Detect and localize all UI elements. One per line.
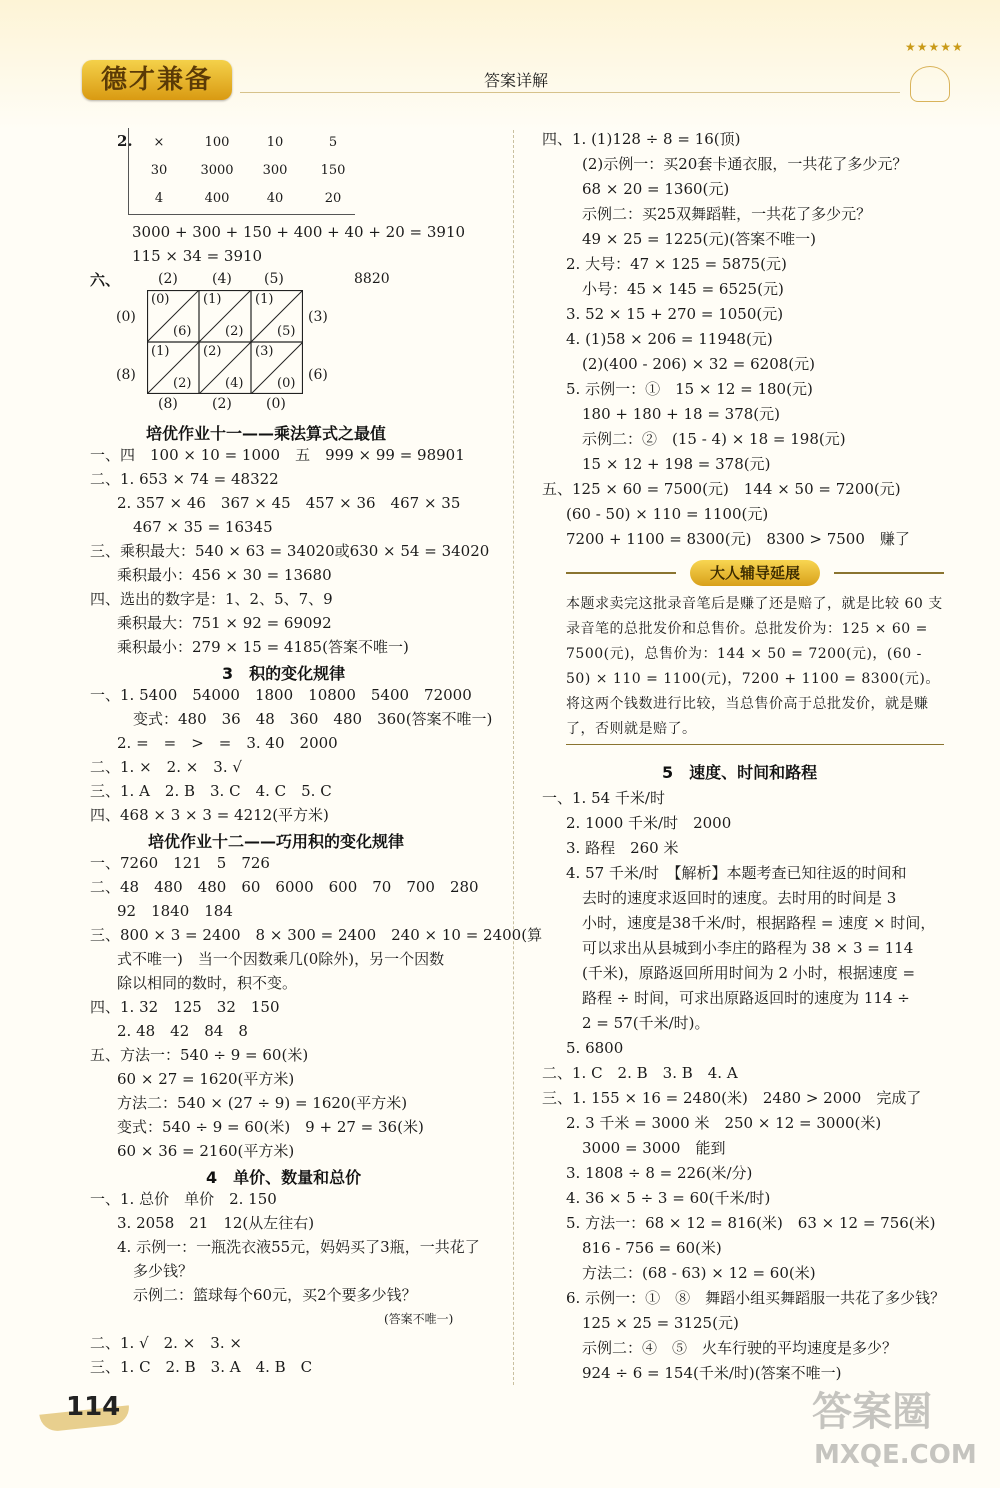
- text-line: 3. 1808 ÷ 8 = 226(米/分): [566, 1164, 753, 1182]
- text-line: 2. 357 × 46 367 × 45 457 × 36 467 × 35: [117, 494, 461, 512]
- grid-cell: 100: [204, 134, 230, 150]
- text-line: (2)示例一：买20套卡通衣服，一共花了多少元？: [582, 155, 908, 173]
- text-line: 示例二：④ ⑤ 火车行驶的平均速度是多少？: [582, 1339, 898, 1357]
- grid-cell: 20: [324, 190, 342, 206]
- lattice-digit: (4): [225, 376, 244, 391]
- lattice-right-label: (6): [308, 367, 328, 383]
- text-line: 变式：480 36 48 360 480 360(答案不唯一): [133, 710, 493, 728]
- text-line: 一、四 100 × 10 = 1000 五 999 × 99 = 98901: [90, 446, 465, 464]
- text-line: 乘积最小：456 × 30 = 13680: [117, 566, 332, 584]
- text-line: 92 1840 184: [117, 902, 233, 920]
- text-line: 2. 3 千米 = 3000 米 250 × 12 = 3000(米): [566, 1114, 882, 1132]
- text-line: 小时，速度是38千米/时，根据路程 = 速度 × 时间，: [582, 914, 936, 932]
- text-line: 15 × 12 + 198 = 378(元): [582, 455, 771, 473]
- table-row: [130, 128, 362, 156]
- lattice-label: 六、: [90, 271, 121, 289]
- text-line: 方法二：(68 - 63) × 12 = 60(米): [582, 1264, 816, 1282]
- text-line: 四、468 × 3 × 3 = 4212(平方米): [90, 806, 329, 824]
- lattice-right-label: (3): [308, 309, 328, 325]
- lattice-bottom-label: (2): [212, 396, 232, 412]
- grid-cell: 300: [262, 162, 288, 178]
- text-line: 三、乘积最大：540 × 63 = 34020或630 × 54 = 34020: [90, 542, 490, 560]
- text-line: 多少钱？: [133, 1262, 194, 1280]
- banner-title: 大人辅导延展: [690, 560, 820, 586]
- text-line: 4. 示例一：一瓶洗衣液55元，妈妈买了3瓶，一共花了: [117, 1238, 480, 1256]
- text-line: 一、1. 5400 54000 1800 10800 5400 72000: [90, 686, 472, 704]
- lattice-result: 8820: [354, 271, 390, 287]
- lattice-digit: (2): [225, 324, 244, 339]
- text-line: 3000 + 300 + 150 + 400 + 40 + 20 = 3910: [132, 223, 466, 241]
- section-heading: 培优作业十一——乘法算式之最值: [146, 424, 387, 443]
- section-heading: 5 速度、时间和路程: [662, 763, 818, 782]
- text-line: 四、选出的数字是：1、2、5、7、9: [90, 590, 333, 608]
- header-title: 答案详解: [484, 71, 549, 90]
- text-line: 60 × 27 = 1620(平方米): [117, 1070, 295, 1088]
- tutor-note: 本题求卖完这批录音笔后是赚了还是赔了，就是比较 60 支录音笔的总批发价和总售价。总批发价为：125 × 60 = 7500(元)，总售价为：144 × 50 = 7200(元)，(60 - 50) × 110 = 1100(元)，7200 + 1100 = 8300(元)。将这两个钱数进行比较，当总售价高于总批发价，就是赚了，否则就是赔了。: [566, 596, 943, 737]
- text-line: 二、48 480 480 60 6000 600 70 700 280: [90, 878, 479, 896]
- lattice-bottom-label: (0): [266, 396, 286, 412]
- lattice-top-label: (4): [212, 271, 232, 287]
- table-row: [130, 184, 362, 212]
- lattice-top-label: (5): [264, 271, 284, 287]
- text-line: 467 × 35 = 16345: [133, 518, 273, 536]
- text-line: 3. 2058 21 12(从左往右): [117, 1214, 315, 1232]
- grid-cell: ×: [153, 134, 165, 150]
- text-line: 二、1. √ 2. × 3. ×: [90, 1334, 242, 1352]
- tutor-note-rule: [566, 744, 944, 745]
- lattice-digit: (0): [151, 292, 170, 307]
- text-line: 180 + 180 + 18 = 378(元): [582, 405, 780, 423]
- text-line: 3000 = 3000 能到: [582, 1139, 726, 1157]
- text-line: (2)(400 - 206) × 32 = 6208(元): [582, 355, 815, 373]
- crest-icon: [910, 66, 950, 102]
- text-line: 4. 36 × 5 ÷ 3 = 60(千米/时): [566, 1189, 771, 1207]
- grid-label: 2.: [117, 132, 133, 150]
- text-line: 49 × 25 = 1225(元)(答案不唯一): [582, 230, 816, 248]
- lattice-digit: (0): [277, 376, 296, 391]
- banner-rule: [566, 572, 676, 574]
- text-line: 五、方法一：540 ÷ 9 = 60(米): [90, 1046, 309, 1064]
- text-line: 去时的速度求返回时的速度。去时用的时间是 3: [582, 889, 897, 907]
- text-line: 4. 57 千米/时 【解析】本题考查已知往返的时间和: [566, 864, 907, 882]
- text-line: 可以求出从县城到小李庄的路程为 38 × 3 = 114: [582, 939, 914, 957]
- text-line: (答案不唯一): [384, 1312, 454, 1326]
- text-line: 示例二：② (15 - 4) × 18 = 198(元): [582, 430, 846, 448]
- text-line: 示例二：篮球每个60元，买2个要多少钱？: [133, 1286, 417, 1304]
- text-line: 60 × 36 = 2160(平方米): [117, 1142, 295, 1160]
- table-row: [130, 156, 362, 184]
- text-line: 二、1. C 2. B 3. B 4. A: [542, 1064, 738, 1082]
- watermark-url: MXQE.COM: [814, 1440, 977, 1470]
- text-line: 小号：45 × 145 = 6525(元): [582, 280, 784, 298]
- text-line: 三、1. A 2. B 3. C 4. C 5. C: [90, 782, 332, 800]
- stars-icon: ★★★★★: [905, 40, 964, 54]
- text-line: 三、1. C 2. B 3. A 4. B C: [90, 1358, 313, 1376]
- text-line: 5. 6800: [566, 1039, 624, 1057]
- section-heading: 4 单价、数量和总价: [206, 1168, 362, 1187]
- lattice-left-label: (8): [116, 367, 136, 383]
- page-number: 114: [66, 1392, 121, 1422]
- text-line: 式不唯一) 当一个因数乘几(0除外)，另一个因数: [117, 950, 445, 968]
- text-line: 三、800 × 3 = 2400 8 × 300 = 2400 240 × 10 = 2400(算: [90, 926, 543, 944]
- text-line: 路程 ÷ 时间，可求出原路返回时的速度为 114 ÷: [582, 989, 910, 1007]
- lattice-digit: (3): [255, 344, 274, 359]
- text-line: 2. = = > = 3. 40 2000: [117, 734, 338, 752]
- grid-cell: 150: [320, 162, 346, 178]
- column-divider: [513, 130, 514, 1385]
- text-line: 二、1. × 2. × 3. √: [90, 758, 242, 776]
- text-line: 二、1. 653 × 74 = 48322: [90, 470, 279, 488]
- lattice-bottom-label: (8): [158, 396, 178, 412]
- text-line: (千米)，原路返回所用时间为 2 小时，根据速度 =: [582, 964, 916, 982]
- text-line: 变式：540 ÷ 9 = 60(米) 9 + 27 = 36(米): [117, 1118, 424, 1136]
- text-line: (60 - 50) × 110 = 1100(元): [566, 505, 769, 523]
- grid-cell: 3000: [200, 162, 234, 178]
- grid-cell: 4: [154, 190, 164, 206]
- text-line: 乘积最大：751 × 92 = 69092: [117, 614, 332, 632]
- text-line: 四、1. (1)128 ÷ 8 = 16(顶): [542, 130, 741, 148]
- text-line: 125 × 25 = 3125(元): [582, 1314, 739, 1332]
- lattice-digit: (1): [151, 344, 170, 359]
- text-line: 除以相同的数时，积不变。: [117, 974, 298, 992]
- lattice-digit: (2): [203, 344, 222, 359]
- text-line: 3. 路程 260 米: [566, 839, 679, 857]
- grid-cell: 40: [266, 190, 284, 206]
- text-line: 五、125 × 60 = 7500(元) 144 × 50 = 7200(元): [542, 480, 901, 498]
- text-line: 4. (1)58 × 206 = 11948(元): [566, 330, 773, 348]
- text-line: 3. 52 × 15 + 270 = 1050(元): [566, 305, 784, 323]
- grid-cell: 30: [150, 162, 168, 178]
- text-line: 816 - 756 = 60(米): [582, 1239, 722, 1257]
- text-line: 一、1. 54 千米/时: [542, 789, 665, 807]
- text-line: 68 × 20 = 1360(元): [582, 180, 730, 198]
- lattice-digit: (2): [173, 376, 192, 391]
- grid-cell: 5: [328, 134, 338, 150]
- text-line: 2 = 57(千米/时)。: [582, 1014, 710, 1032]
- text-line: 115 × 34 = 3910: [132, 247, 263, 265]
- text-line: 2. 48 42 84 8: [117, 1022, 248, 1040]
- text-line: 2. 大号：47 × 125 = 5875(元): [566, 255, 787, 273]
- lattice-digit: (6): [173, 324, 192, 339]
- text-line: 乘积最小：279 × 15 = 4185(答案不唯一): [117, 638, 409, 656]
- lattice-digit: (1): [255, 292, 274, 307]
- grid-cell: 10: [266, 134, 284, 150]
- text-line: 2. 1000 千米/时 2000: [566, 814, 732, 832]
- text-line: 924 ÷ 6 = 154(千米/时)(答案不唯一): [582, 1364, 842, 1382]
- text-line: 7200 + 1100 = 8300(元) 8300 > 7500 赚了: [566, 530, 910, 548]
- lattice-left-label: (0): [116, 309, 136, 325]
- lattice-top-label: (2): [158, 271, 178, 287]
- lattice-digit: (1): [203, 292, 222, 307]
- text-line: 6. 示例一：① ⑧ 舞蹈小组买舞蹈服一共花了多少钱？: [566, 1289, 946, 1307]
- text-line: 示例二：买25双舞蹈鞋，一共花了多少元？: [582, 205, 872, 223]
- header-rule: [240, 92, 900, 93]
- grid-cell: 400: [204, 190, 230, 206]
- lattice-grid: [147, 290, 303, 394]
- text-line: 5. 方法一：68 × 12 = 816(米) 63 × 12 = 756(米): [566, 1214, 936, 1232]
- multiplication-grid: [130, 128, 362, 212]
- lattice-digit: (5): [277, 324, 296, 339]
- text-line: 三、1. 155 × 16 = 2480(米) 2480 > 2000 完成了: [542, 1089, 922, 1107]
- text-line: 方法二：540 × (27 ÷ 9) = 1620(平方米): [117, 1094, 408, 1112]
- section-heading: 培优作业十二——巧用积的变化规律: [148, 832, 405, 851]
- text-line: 四、1. 32 125 32 150: [90, 998, 280, 1016]
- watermark-logo: 答案圈: [812, 1389, 932, 1435]
- text-line: 一、1. 总价 单价 2. 150: [90, 1190, 277, 1208]
- tutor-banner: [566, 560, 944, 586]
- text-line: 5. 示例一：① 15 × 12 = 180(元): [566, 380, 813, 398]
- section-heading: 3 积的变化规律: [222, 664, 346, 683]
- text-line: 一、7260 121 5 726: [90, 854, 270, 872]
- banner-rule: [834, 572, 944, 574]
- brand-logo: 德才兼备: [82, 60, 232, 100]
